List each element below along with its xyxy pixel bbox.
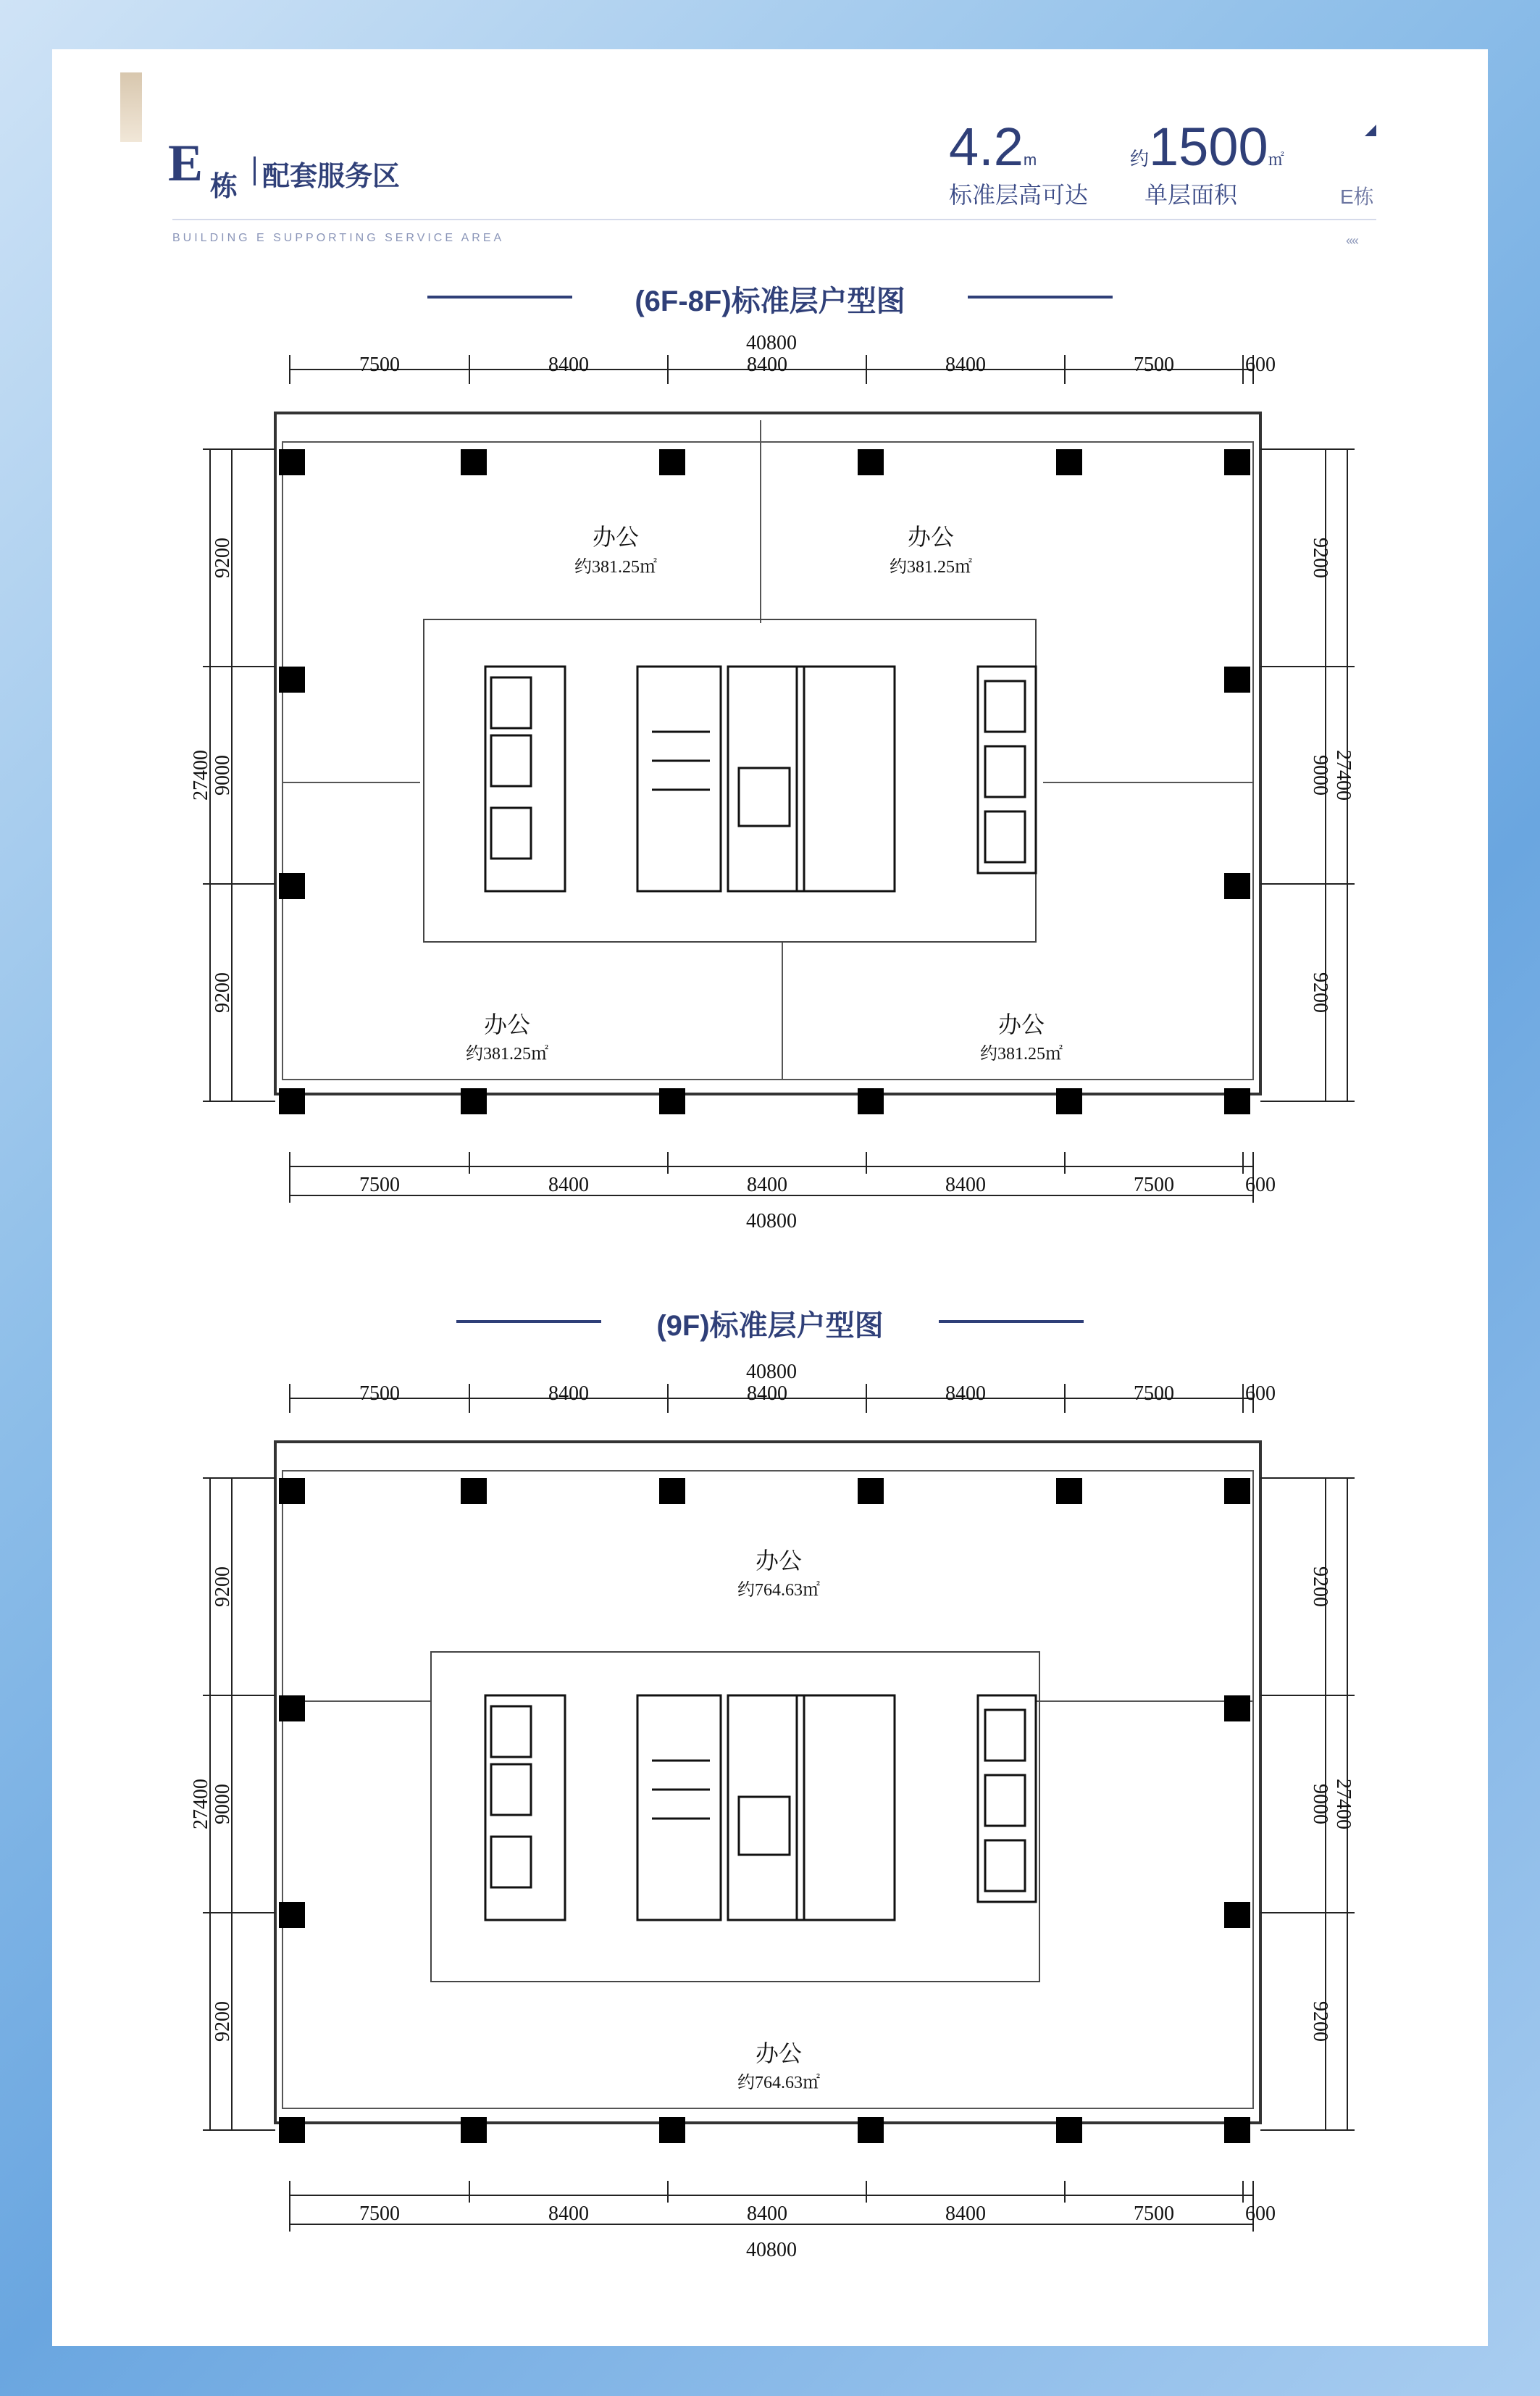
english-subtitle: BUILDING E SUPPORTING SERVICE AREA <box>172 232 505 244</box>
plan1-room3-area: 约381.25㎡ <box>466 1045 548 1064</box>
plan1-core <box>485 667 1036 891</box>
plan1-span-top-6: 600 <box>1245 354 1276 376</box>
plan2-span-bottom-6: 600 <box>1245 2203 1276 2225</box>
plan1-span-bottom-1: 7500 <box>359 1174 400 1196</box>
plan1-room4-area: 约381.25㎡ <box>980 1045 1063 1064</box>
building-letter: E <box>168 134 204 192</box>
plan1-total-width-bottom: 40800 <box>746 1210 797 1232</box>
plan2-right-dim-1: 9200 <box>1309 1566 1331 1607</box>
plan2-left-dim-3: 9200 <box>212 2001 234 2042</box>
corner-triangle-icon <box>1365 125 1376 136</box>
plan2-right-dim-2: 9000 <box>1309 1784 1331 1824</box>
plan1-span-bottom-5: 7500 <box>1134 1174 1174 1196</box>
plan1-span-top-2: 8400 <box>548 354 589 376</box>
plan1-room1-area: 约381.25㎡ <box>574 558 657 577</box>
stat2-label: 单层面积 <box>1144 182 1238 208</box>
plan1-right-dim-3: 9200 <box>1309 972 1331 1013</box>
plan1-left-total: 27400 <box>190 750 212 801</box>
plan2-right-dim-3: 9200 <box>1309 2001 1331 2042</box>
plan1-title-line-right <box>968 296 1113 299</box>
plan1-room4-name: 办公 <box>997 1011 1045 1038</box>
plan1-span-bottom-6: 600 <box>1245 1174 1276 1196</box>
floor-plan-9f <box>181 1355 1376 2268</box>
building-char: 栋 <box>210 172 238 202</box>
plan1-span-top-1: 7500 <box>359 354 400 376</box>
plan1-total-width-top: 40800 <box>746 332 797 354</box>
plan2-span-bottom-3: 8400 <box>747 2203 787 2225</box>
plan1-right-dim-1: 9200 <box>1309 538 1331 578</box>
plan1-right-total: 27400 <box>1332 750 1355 801</box>
plan2-span-bottom-2: 8400 <box>548 2203 589 2225</box>
plan1-span-top-4: 8400 <box>945 354 986 376</box>
stat2-prefix: 约 <box>1130 148 1150 170</box>
plan2-room2-name: 办公 <box>755 2040 803 2066</box>
plan1-room1-name: 办公 <box>592 524 640 550</box>
header-rule <box>172 219 1376 220</box>
plan2-title: (9F)标准层户型图 <box>656 1310 884 1342</box>
plan1-left-dim-3: 9200 <box>212 972 234 1013</box>
plan1-inner-wall <box>283 442 1253 1080</box>
chevrons-icon: ‹‹‹‹ <box>1346 233 1357 248</box>
plan2-span-top-1: 7500 <box>359 1382 400 1405</box>
plan1-span-bottom-3: 8400 <box>747 1174 787 1196</box>
stat1-value: 4.2 <box>949 117 1024 177</box>
plan1-room3-name: 办公 <box>483 1011 531 1038</box>
plan1-title: (6F-8F)标准层户型图 <box>635 285 905 317</box>
stat2-value: 1500 <box>1149 117 1268 177</box>
plan2-outer-wall <box>275 1442 1260 2123</box>
plan2-span-top-5: 7500 <box>1134 1382 1174 1405</box>
plan2-span-bottom-5: 7500 <box>1134 2203 1174 2225</box>
plan2-total-width-bottom: 40800 <box>746 2239 797 2261</box>
plan2-left-total: 27400 <box>190 1779 212 1829</box>
stat-floor-height <box>949 116 1037 178</box>
building-subtitle: 配套服务区 <box>262 162 401 192</box>
plan1-room2-name: 办公 <box>907 524 955 550</box>
plan1-span-bottom-4: 8400 <box>945 1174 986 1196</box>
plan2-right-total: 27400 <box>1332 1779 1355 1829</box>
title-accent-bar <box>120 72 142 142</box>
plan2-room1-area: 约764.63㎡ <box>737 1581 820 1600</box>
plan2-core <box>485 1695 1036 1920</box>
plan1-span-top-3: 8400 <box>747 354 787 376</box>
plan2-span-top-6: 600 <box>1245 1382 1276 1405</box>
plan1-left-dim-1: 9200 <box>212 538 234 578</box>
plan2-left-dim-2: 9000 <box>212 1784 234 1824</box>
stat1-unit: m <box>1023 151 1037 169</box>
plan2-room2-area: 约764.63㎡ <box>737 2074 820 2092</box>
plan1-span-bottom-2: 8400 <box>548 1174 589 1196</box>
plan1-span-top-5: 7500 <box>1134 354 1174 376</box>
plan2-span-top-4: 8400 <box>945 1382 986 1405</box>
plan2-span-top-2: 8400 <box>548 1382 589 1405</box>
plan2-core-boundary <box>431 1652 1039 1982</box>
plan1-room2-area: 约381.25㎡ <box>890 558 972 577</box>
plan2-room1-name: 办公 <box>755 1548 803 1574</box>
plan2-left-dim-1: 9200 <box>212 1566 234 1607</box>
plan2-title-line-right <box>939 1320 1084 1323</box>
plan2-span-top-3: 8400 <box>747 1382 787 1405</box>
stat-floor-area <box>1130 116 1284 178</box>
plan2-span-bottom-1: 7500 <box>359 2203 400 2225</box>
floor-plan-6f-8f <box>181 326 1376 1239</box>
title-separator <box>254 156 256 185</box>
plan1-right-dim-2: 9000 <box>1309 755 1331 796</box>
plan1-left-dim-2: 9000 <box>212 755 234 796</box>
plan2-span-bottom-4: 8400 <box>945 2203 986 2225</box>
building-tag: E栋 <box>1340 185 1374 208</box>
stat2-unit: ㎡ <box>1268 151 1284 169</box>
plan1-core-boundary <box>424 619 1036 942</box>
plan2-total-width-top: 40800 <box>746 1361 797 1383</box>
stat1-label: 标准层高可达 <box>949 182 1089 208</box>
